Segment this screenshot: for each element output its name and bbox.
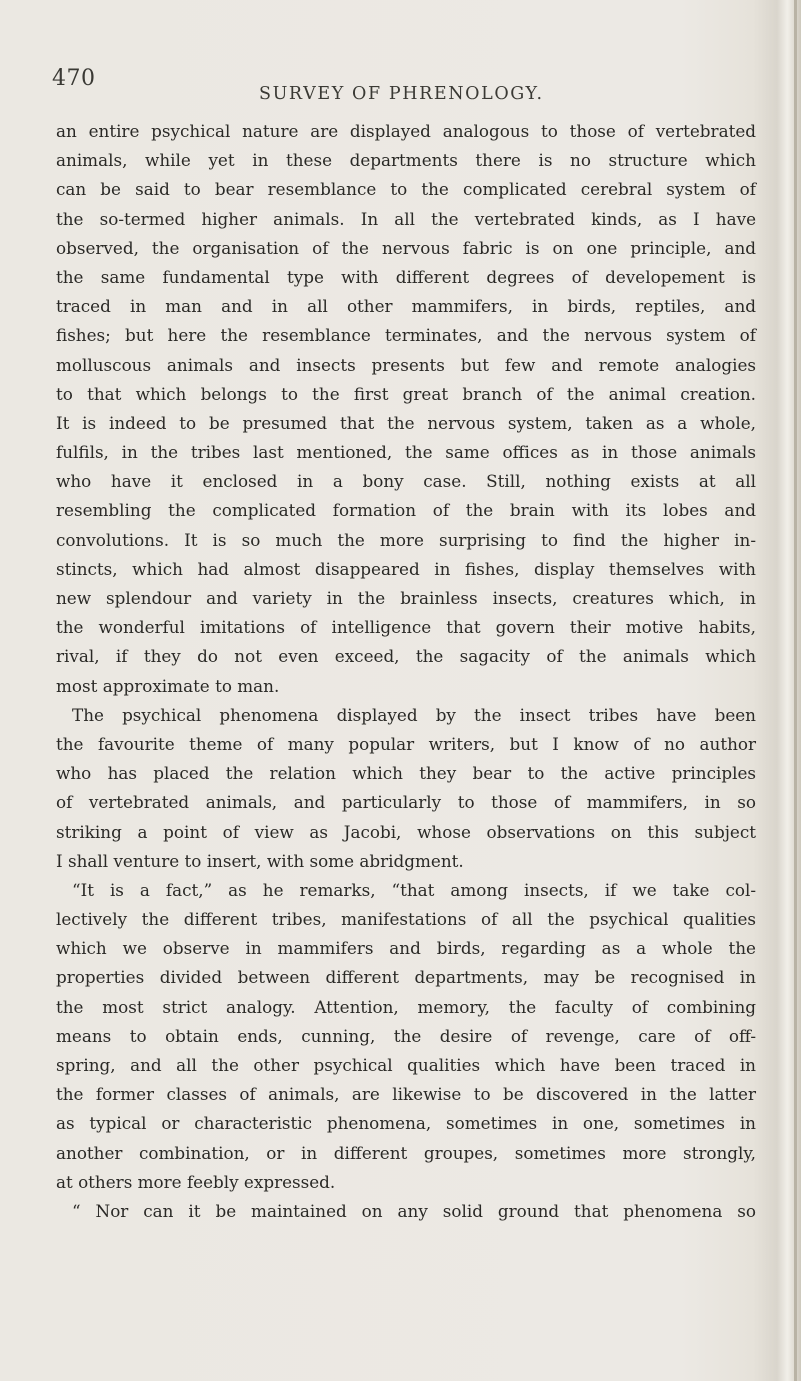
text-line: properties divided between different departments, may be recognised in [56,967,756,988]
text-line: the wonderful imitations of intelligence that govern their motive habits, [56,617,756,638]
text-line: The psychical phenomena displayed by the insect tribes have been [72,704,756,725]
text-line: the same fundamental type with different degrees of developement is [56,266,756,287]
text-line: convolutions. It is so much the more surprising to find the higher in- [56,529,756,550]
page-header [0,66,801,106]
text-line: fishes; but here the resemblance terminates, and the nervous system of [56,325,756,346]
text-line: which we observe in mammifers and birds, regarding as a whole the [56,938,756,959]
text-line: “ Nor can it be maintained on any solid ground that phenomena so [72,1200,756,1221]
text-line: spring, and all the other psychical qualities which have been traced in [56,1055,756,1075]
text-line: who has placed the relation which they bear to the active principles [56,763,756,784]
text-line: to that which belongs to the first great branch of the animal creation. [56,383,756,404]
text-line: lectively the different tribes, manifestations of all the psychical qualities [56,909,756,930]
body-text [56,117,756,1226]
page-edge [794,0,797,1381]
text-line: traced in man and in all other mammifers, in birds, reptiles, and [56,296,756,317]
text-line: as typical or characteristic phenomena, sometimes in one, sometimes in [56,1113,756,1134]
text-line: I shall venture to insert, with some abridgment. [56,850,464,871]
text-line: new splendour and variety in the brainless insects, creatures which, in [56,588,756,608]
text-line: animals, while yet in these departments there is no structure which [56,150,756,171]
text-line: who have it enclosed in a bony case. Still, nothing exists at all [56,471,756,492]
text-line: an entire psychical nature are displayed analogous to those of vertebrated [56,121,756,141]
text-line: observed, the organisation of the nervous fabric is on one principle, and [56,237,756,258]
text-line: fulfils, in the tribes last mentioned, the same offices as in those animals [56,442,756,463]
text-line: means to obtain ends, cunning, the desire of revenge, care of off- [56,1025,756,1046]
text-line: another combination, or in different groupes, sometimes more strongly, [56,1142,756,1163]
text-line: striking a point of view as Jacobi, whose observations on this subject [56,821,756,842]
text-line: most approximate to man. [56,675,280,696]
text-line: It is indeed to be presumed that the nervous system, taken as a whole, [56,412,756,433]
text-line: the so-termed higher animals. In all the vertebrated kinds, as I have [56,208,756,229]
text-line: can be said to bear resemblance to the complicated cerebral system of [56,179,756,200]
text-line: stincts, which had almost disappeared in fishes, display themselves with [56,558,756,579]
text-line: molluscous animals and insects presents but few and remote analogies [56,354,756,375]
running-head: SURVEY OF PHRENOLOGY. [259,84,544,104]
text-line: of vertebrated animals, and particularly to those of mammifers, in so [56,792,756,813]
text-line: the favourite theme of many popular writers, but I know of no author [56,733,756,754]
text-line: “It is a fact,” as he remarks, “that among insects, if we take col- [72,879,756,900]
text-line: resembling the complicated formation of the brain with its lobes and [56,500,756,521]
text-line: rival, if they do not even exceed, the sagacity of the animals which [56,646,756,667]
page-number: 470 [52,66,96,91]
text-line: at others more feebly expressed. [56,1171,336,1192]
text-line: the most strict analogy. Attention, memory, the faculty of combining [56,996,756,1017]
text-line: the former classes of animals, are likewise to be discovered in the latter [56,1084,756,1105]
